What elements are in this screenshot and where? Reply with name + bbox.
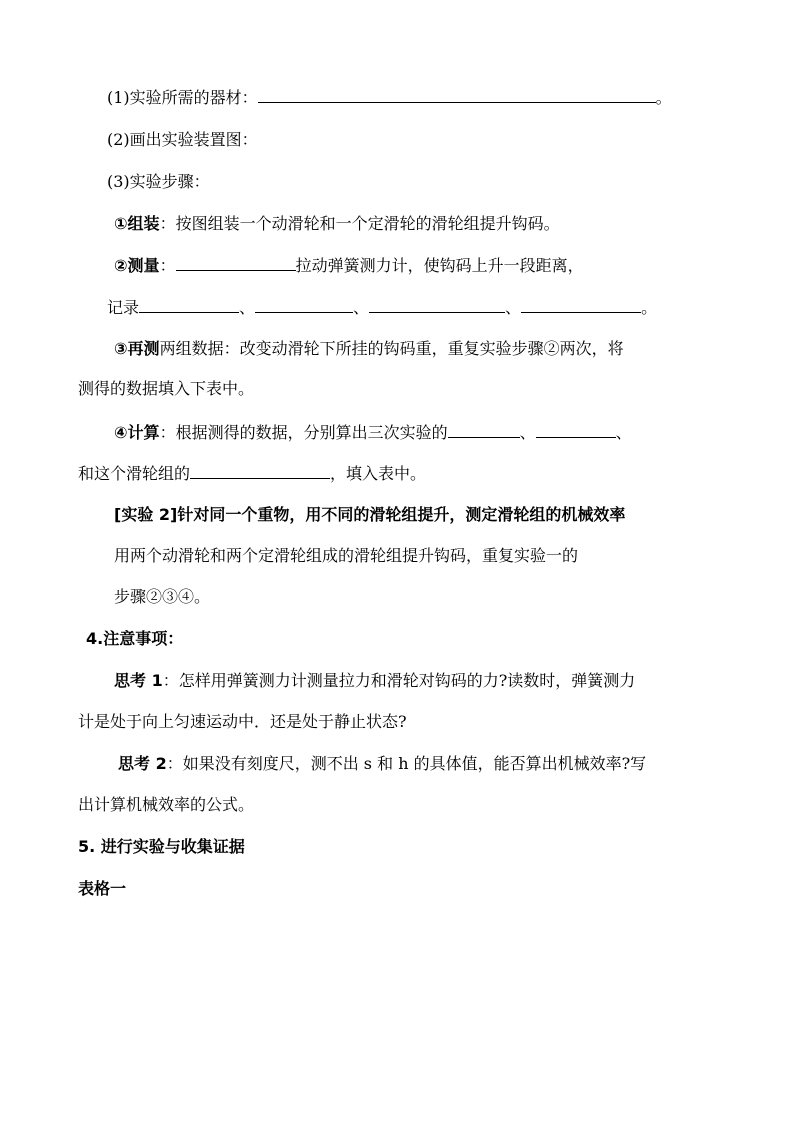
record-end: 。: [641, 298, 658, 317]
equipment-blank[interactable]: [258, 86, 656, 103]
record-label: 记录: [107, 298, 140, 317]
section4-title: 4.注意事项：: [86, 629, 184, 648]
step3-text: 两组数据：改变动滑轮下所挂的钩码重，重复实验步骤②两次，将: [159, 339, 624, 358]
step3-line2: 测得的数据填入下表中。: [78, 379, 255, 398]
experiment2-line2: 步骤②③④。: [114, 587, 211, 606]
step4-blank-3[interactable]: [190, 462, 330, 479]
record-sep-1: 、: [239, 298, 256, 317]
step4-sep-1: 、: [519, 423, 536, 442]
step4-blank-1[interactable]: [448, 421, 520, 438]
think2-line: [118, 753, 646, 775]
table1-title: 表格一: [78, 879, 127, 898]
record-line: [107, 296, 657, 319]
think2-line2: 出计算机械效率的公式。: [78, 795, 255, 814]
think1-line2: 计是处于向上匀速运动中．还是处于静止状态?: [78, 712, 407, 731]
think1-text: ：怎样用弹簧测力计测量拉力和滑轮对钩码的力?读数时，弹簧测力: [162, 671, 636, 690]
experiment2-line1: 用两个动滑轮和两个定滑轮组成的滑轮组提升钩码，重复实验一的: [114, 546, 579, 565]
record-blank-2[interactable]: [255, 296, 353, 313]
think2-title: 思考 2: [118, 754, 167, 773]
step3-line: [114, 338, 624, 360]
step4-title: ④计算: [114, 423, 160, 442]
steps-label: (3)实验步骤：: [107, 172, 210, 191]
step1-line: [114, 213, 560, 235]
step4-line2: [78, 462, 426, 485]
section5-title: 5. 进行实验与收集证据: [78, 837, 245, 856]
step2-blank-force[interactable]: [176, 254, 296, 271]
step4-blank-2[interactable]: [536, 421, 616, 438]
record-blank-4[interactable]: [521, 296, 641, 313]
step4-line: [114, 421, 632, 444]
record-sep-2: 、: [353, 298, 370, 317]
step4-end: ，填入表中。: [330, 464, 427, 483]
step4-sep-2: 、: [615, 423, 632, 442]
think1-title: 思考 1: [114, 671, 163, 690]
record-sep-3: 、: [505, 298, 522, 317]
equipment-end: 。: [655, 88, 672, 107]
equipment-line: [107, 86, 672, 109]
experiment2-title: [实验 2]针对同一个重物，用不同的滑轮组提升，测定滑轮组的机械效率: [114, 505, 626, 524]
think1-line: [114, 670, 635, 692]
record-blank-1[interactable]: [139, 296, 239, 313]
equipment-label: (1)实验所需的器材：: [107, 88, 258, 107]
step2-colon: ：: [159, 256, 176, 275]
step2-title: ②测量: [114, 256, 160, 275]
step1-title: ①组装: [114, 214, 160, 233]
step3-title: ③再测: [114, 339, 160, 358]
step4-text: ：根据测得的数据，分别算出三次实验的: [159, 423, 448, 442]
step4-text2: 和这个滑轮组的: [78, 464, 191, 483]
step2-line: [114, 254, 584, 277]
step2-text: 拉动弹簧测力计，使钩码上升一段距离，: [295, 256, 584, 275]
record-blank-3[interactable]: [369, 296, 505, 313]
think2-text: ：如果没有刻度尺，测不出 s 和 h 的具体值，能否算出机械效率?写: [166, 754, 647, 773]
diagram-label: (2)画出实验装置图：: [107, 130, 258, 149]
step1-text: ：按图组装一个动滑轮和一个定滑轮的滑轮组提升钩码。: [159, 214, 560, 233]
